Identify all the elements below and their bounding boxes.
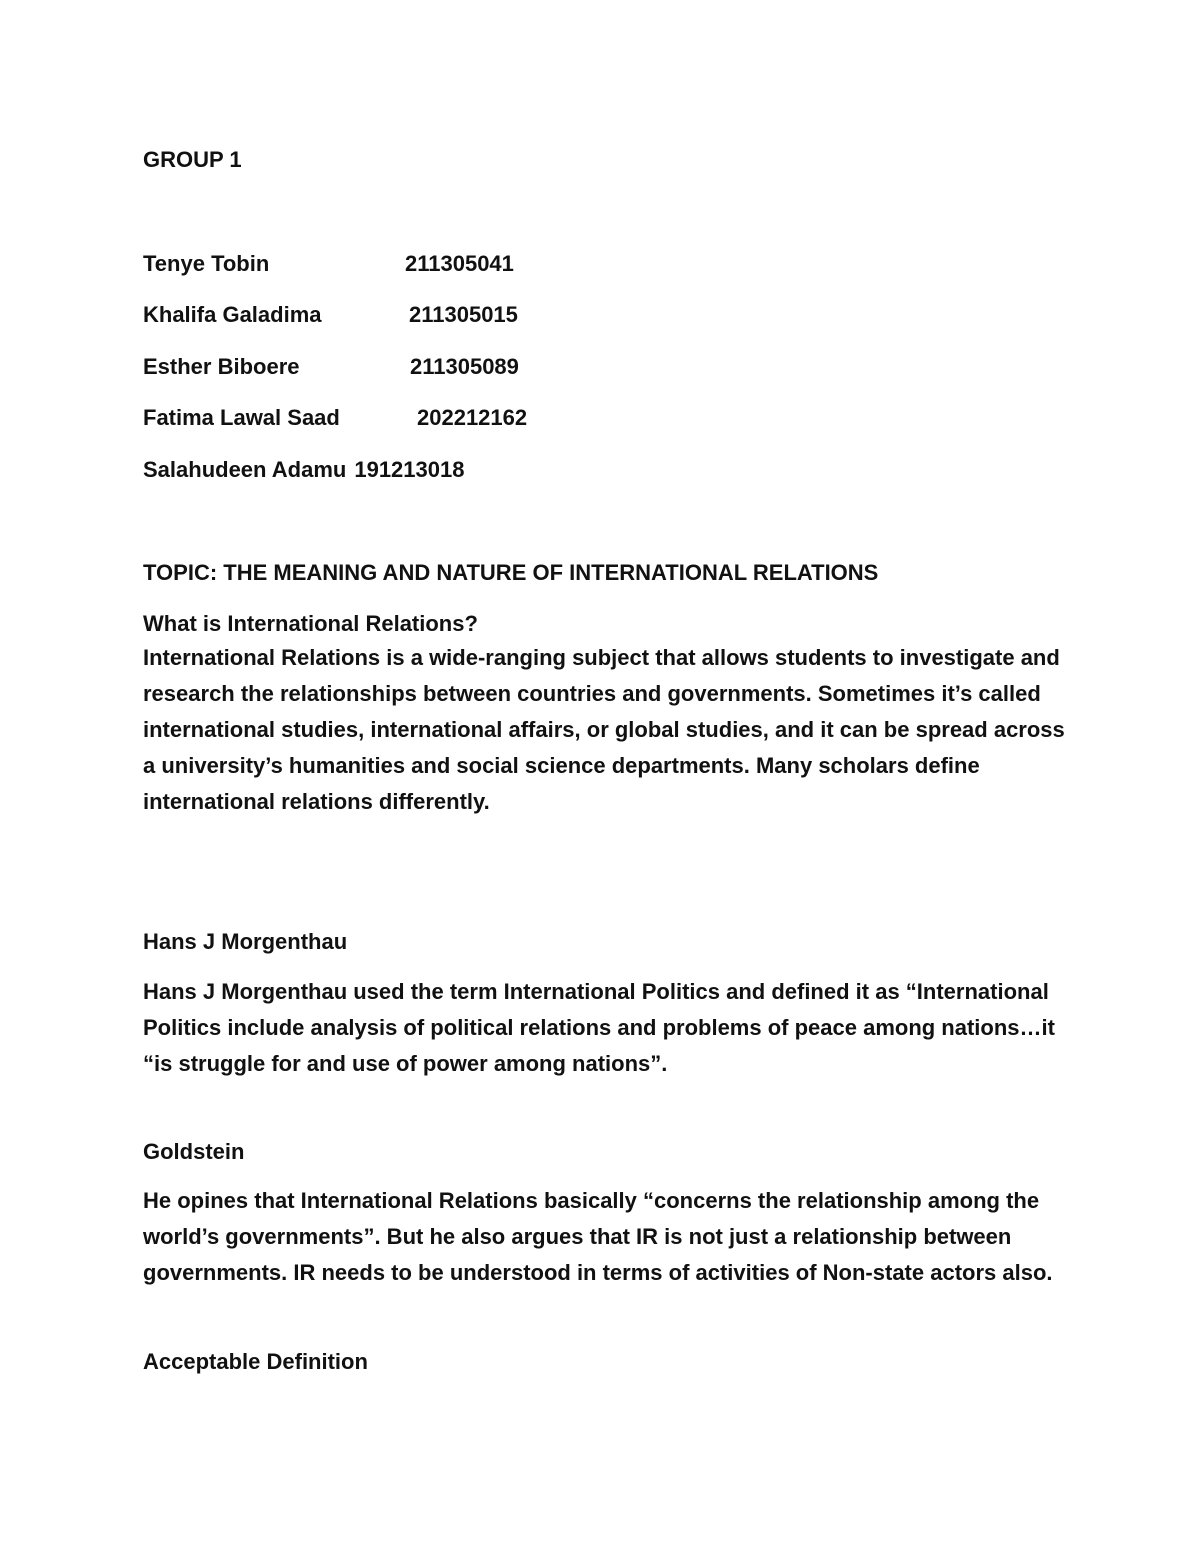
group-title: GROUP 1	[143, 147, 242, 172]
member-row	[143, 457, 464, 483]
section-body-morgenthau: Hans J Morgenthau used the term International Politics and defined it as “International Politics include analysis of political relations and problems of peace among nations…it “is struggle for and use of power among nations”.	[143, 979, 1055, 1076]
section-heading-morgenthau: Hans J Morgenthau	[143, 929, 348, 954]
member-name: Tenye Tobin	[143, 251, 270, 276]
topic-heading: TOPIC: THE MEANING AND NATURE OF INTERNATIONAL RELATIONS	[143, 560, 879, 585]
member-row	[143, 302, 518, 328]
member-name: Esther Biboere	[143, 354, 300, 379]
question-heading: What is International Relations?	[143, 611, 478, 636]
member-id: 191213018	[354, 457, 465, 482]
final-heading: Acceptable Definition	[143, 1349, 368, 1374]
member-row	[143, 405, 527, 431]
member-id: 211305041	[405, 251, 514, 276]
member-row	[143, 251, 514, 277]
section-body-goldstein: He opines that International Relations basically “concerns the relationship among the world’s governments”. But he also argues that IR is not just a relationship between governments. IR needs to be understood in terms of activities of Non-state actors also.	[143, 1188, 1053, 1285]
member-id: 211305015	[409, 302, 518, 327]
intro-paragraph: International Relations is a wide-ranging subject that allows students to investigate and research the relationships between countries and governments. Sometimes it’s called international studies, international affairs, or global studies, and it can be spread across a university’s humanities and social science departments. Many scholars define international relations differently.	[143, 645, 1065, 814]
member-name: Salahudeen Adamu	[143, 457, 347, 482]
member-id: 202212162	[417, 405, 528, 430]
member-id: 211305089	[410, 354, 519, 379]
member-name: Khalifa Galadima	[143, 302, 322, 327]
member-row	[143, 354, 519, 380]
member-name: Fatima Lawal Saad	[143, 405, 340, 430]
section-heading-goldstein: Goldstein	[143, 1139, 245, 1164]
